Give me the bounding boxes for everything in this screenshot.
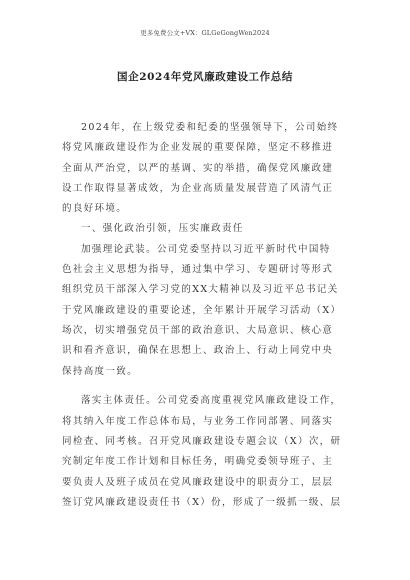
text-line: 场次，切实增强党员干部的政治意识、大局意识、核心意: [62, 324, 334, 336]
text-line: 的良好环境。: [62, 203, 128, 215]
paragraph: [62, 219, 348, 239]
paragraph: [62, 391, 348, 513]
document-body: [62, 118, 348, 513]
text-line: 要负责人及班子成员在党风廉政建设中的职责分工，层层: [62, 476, 334, 488]
paragraph-gap: [62, 382, 348, 392]
paragraph: [62, 240, 348, 382]
text-line: 究制定年度工作计划和目标任务，明确党委领导班子、主: [62, 456, 334, 468]
header-note: 更多免费公文+VX：GLGeGongWen2024: [140, 29, 270, 37]
section-heading: 一、强化政治引领，压实廉政责任: [81, 223, 244, 235]
text-line: 于党风廉政建设的重要论述，全年累计开展学习活动（X）: [62, 304, 342, 316]
document-title: 国企2024年党风廉政建设工作总结: [117, 71, 293, 83]
paragraph: [62, 118, 348, 219]
text-line: 保持高度一致。: [62, 365, 138, 377]
text-line: 将其纳入年度工作总体布局，与业务工作同部署、同落实: [62, 415, 334, 427]
text-line: 2024年，在上级党委和纪委的坚强领导下，公司始终: [81, 122, 339, 133]
text-line: 识和看齐意识，确保在思想上、政治上、行动上同党中央: [62, 345, 334, 357]
text-line: 落实主体责任。公司党委高度重视党风廉政建设工作，: [81, 395, 342, 407]
text-line: 加强理论武装。公司党委坚持以习近平新时代中国特: [81, 243, 331, 255]
text-line: 将党风廉政建设作为企业发展的重要保障，坚定不移推进: [62, 142, 334, 154]
text-line: 签订党风廉政建设责任书（X）份，形成了一级抓一级、层: [62, 496, 342, 508]
text-line: 全面从严治党，以严的基调、实的举措，确保党风廉政建: [62, 162, 334, 174]
text-line: 设工作取得显著成效，为企业高质量发展营造了风清气正: [62, 182, 334, 194]
text-line: 组织党员干部深入学习党的XX大精神以及习近平总书记关: [62, 284, 339, 296]
text-line: 同检查、同考核。召开党风廉政建设专题会议（X）次，研: [62, 435, 342, 447]
text-line: 色社会主义思想为指导，通过集中学习、专题研讨等形式: [62, 264, 334, 276]
